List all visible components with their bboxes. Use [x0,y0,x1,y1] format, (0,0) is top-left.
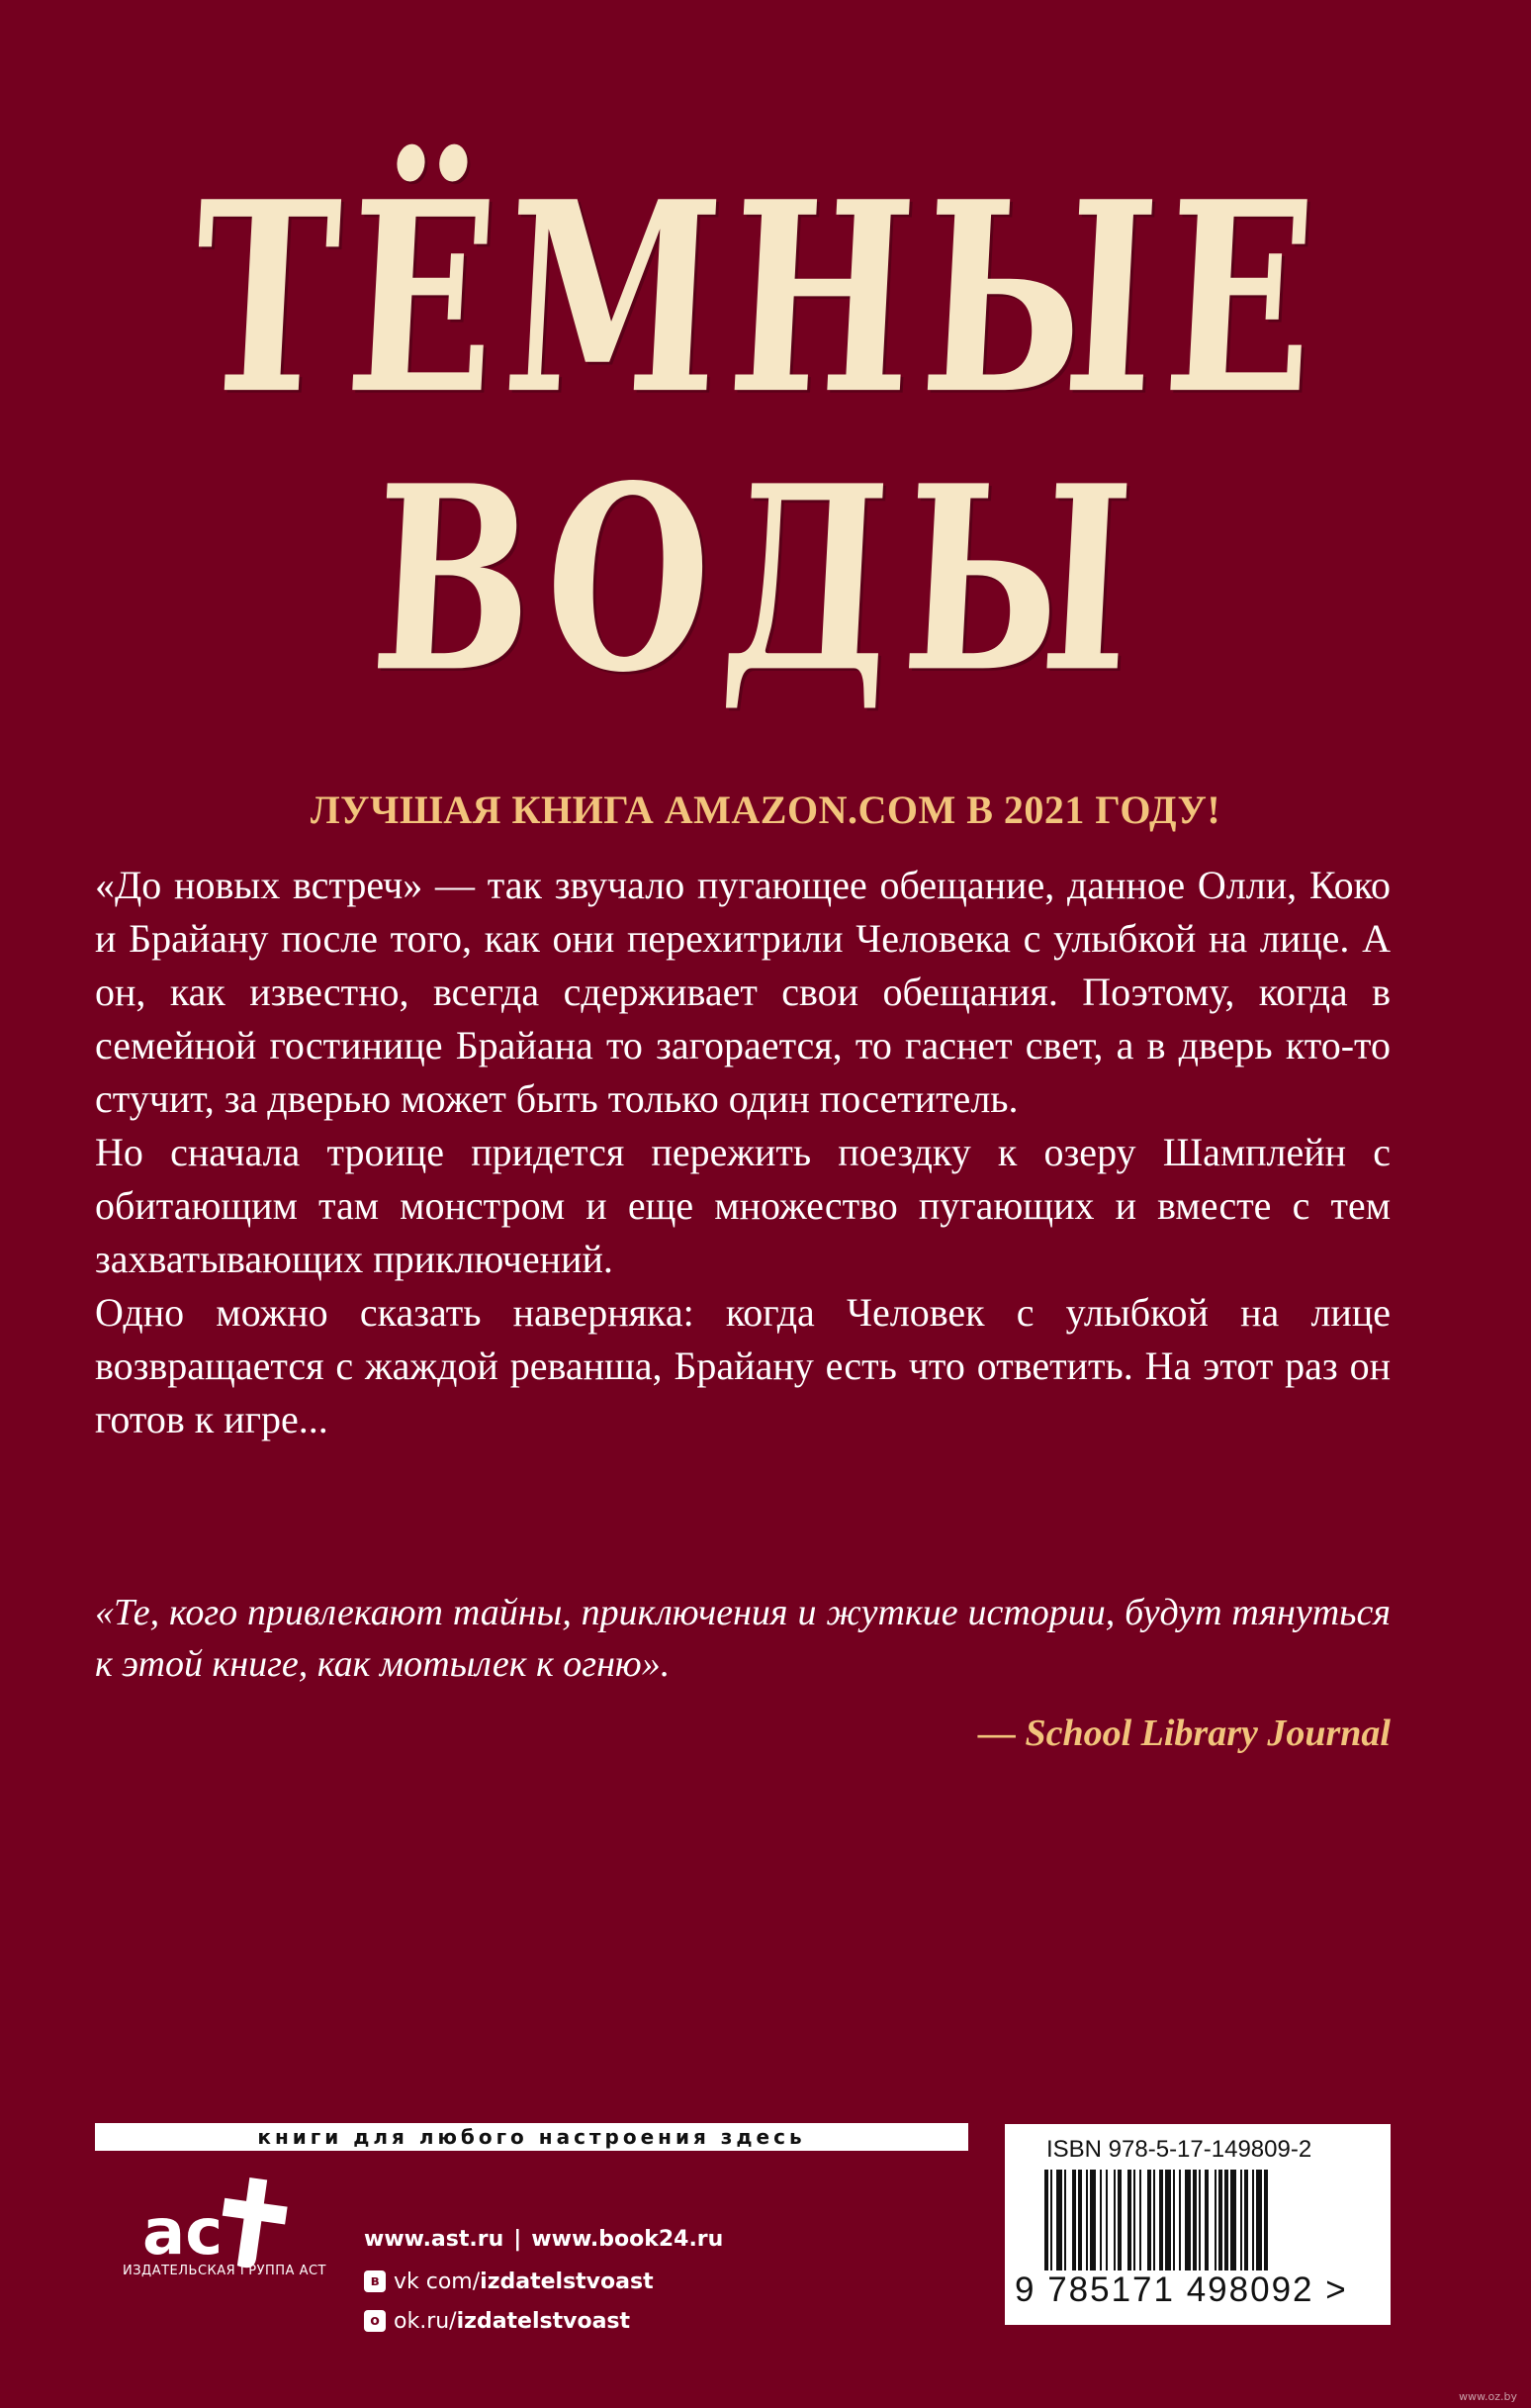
link-divider: | [513,2226,522,2252]
vk-icon: в [364,2270,386,2292]
website-link-book24[interactable]: www.book24.ru [531,2226,724,2252]
website-row [364,2216,723,2262]
award-heading: ЛУЧШАЯ КНИГА AMAZON.COM В 2021 ГОДУ! [310,787,1221,832]
description-paragraph: «До новых встреч» — так звучало пугающее обещание, данное Олли, Коко и Брайану после того, как они перехитрили Человека с улыбкой на лице. А он, как известно, всегда сдерживает свои обещания. Поэтому, когда в семейной гостинице Брайана то загорается, то гаснет свет, а в дверь кто-то стучит, за дверью может быть только один посетитель. [95,863,1391,1121]
isbn-barcode-box [1005,2124,1391,2325]
vk-handle: izdatelstvoast [480,2269,654,2294]
book-description [95,859,1391,1446]
title-line-2: ВОДЫ [365,430,1152,729]
vk-row[interactable] [364,2262,723,2301]
title-line-1: ТЁМНЫЕ [185,145,1332,453]
watermark: www.oz.by [1459,2390,1517,2403]
review-quote: «Те, кого привлекают тайны, приключения и жуткие истории, будут тянуться к этой книге, как мотылек к огню». [95,1592,1391,1685]
barcode-icon [1044,2170,1351,2270]
publisher-name: ИЗДАТЕЛЬСКАЯ ГРУППА АСТ [123,2264,326,2278]
slogan-bar: книги для любого настроения здесь [95,2123,968,2151]
ok-row[interactable] [364,2301,723,2341]
ok-handle: izdatelstvoast [456,2308,631,2334]
vk-prefix: vk com/ [394,2269,481,2294]
publisher-links [364,2216,723,2341]
ok-icon: о [364,2310,386,2332]
website-link-ast[interactable]: www.ast.ru [364,2226,504,2252]
review-source: — School Library Journal [977,1713,1391,1754]
isbn-label: ISBN 978-5-17-149809-2 [1046,2136,1312,2163]
description-paragraph: Одно можно сказать наверняка: когда Человек с улыбкой на лице возвращается с жаждой реванша, Брайану есть что ответить. На этот раз он готов к игре... [95,1290,1391,1441]
isbn-digits: 9 785171 498092 > [1015,2270,1348,2309]
logo-text: ас [142,2196,224,2269]
ok-prefix: ok.ru/ [394,2308,457,2334]
description-paragraph: Но сначала троице придется пережить поездку к озеру Шамплейн с обитающим там монстром и еще множество пугающих и вместе с тем захватывающих приключений. [95,1130,1391,1281]
book-title [0,145,1531,729]
